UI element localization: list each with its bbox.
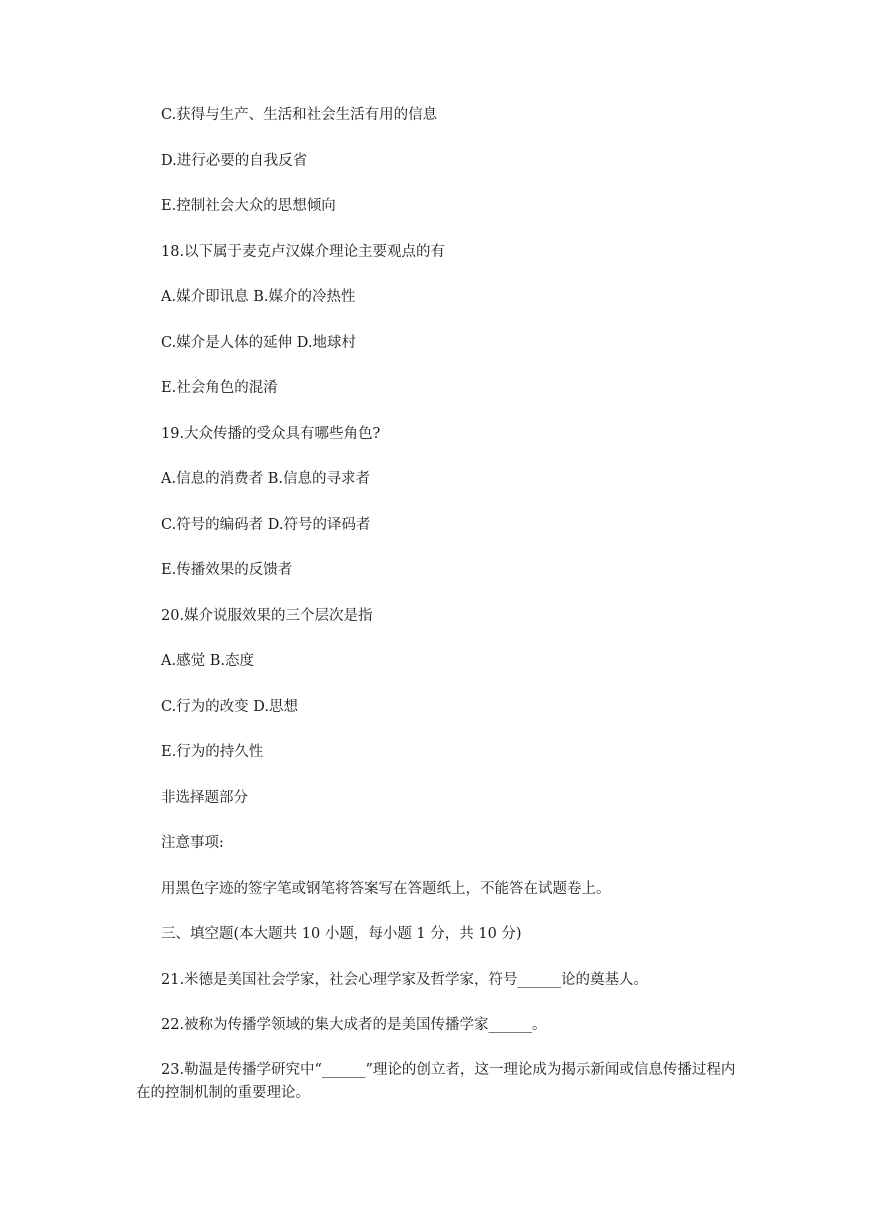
question-18: 18.以下属于麦克卢汉媒介理论主要观点的有: [161, 244, 446, 260]
section-heading: 非选择题部分: [161, 790, 248, 806]
notice-heading: 注意事项:: [161, 835, 224, 851]
option-18e: E.社会角色的混淆: [161, 380, 278, 396]
option-19e: E.传播效果的反馈者: [161, 562, 293, 578]
question-19: 19.大众传播的受众具有哪些角色?: [161, 426, 381, 442]
option-17e: E.控制社会大众的思想倾向: [161, 198, 336, 214]
options-19ab: A.信息的消费者 B.信息的寻求者: [161, 471, 370, 487]
question-23: 23.勒温是传播学研究中“______”理论的创立者，这一理论成为揭示新闻或信息传播过程内在的控制机制的重要理论。: [136, 1062, 736, 1101]
options-19cd: C.符号的编码者 D.符号的译码者: [161, 517, 371, 533]
question-21: 21.米德是美国社会学家，社会心理学家及哲学家，符号______论的奠基人。: [161, 972, 649, 988]
options-18ab: A.媒介即讯息 B.媒介的冷热性: [161, 289, 356, 305]
options-20cd: C.行为的改变 D.思想: [161, 699, 299, 715]
options-20ab: A.感觉 B.态度: [161, 653, 254, 669]
question-20: 20.媒介说服效果的三个层次是指: [161, 608, 373, 624]
question-22: 22.被称为传播学领域的集大成者的是美国传播学家______。: [161, 1017, 547, 1033]
notice-text: 用黑色字迹的签字笔或钢笔将答案写在答题纸上，不能答在试题卷上。: [161, 881, 611, 897]
fill-blank-heading: 三、填空题(本大题共 10 小题，每小题 1 分，共 10 分): [161, 926, 522, 942]
option-17c: C.获得与生产、生活和社会生活有用的信息: [161, 107, 438, 123]
options-18cd: C.媒介是人体的延伸 D.地球村: [161, 335, 357, 351]
option-17d: D.进行必要的自我反省: [161, 153, 308, 169]
option-20e: E.行为的持久性: [161, 744, 264, 760]
